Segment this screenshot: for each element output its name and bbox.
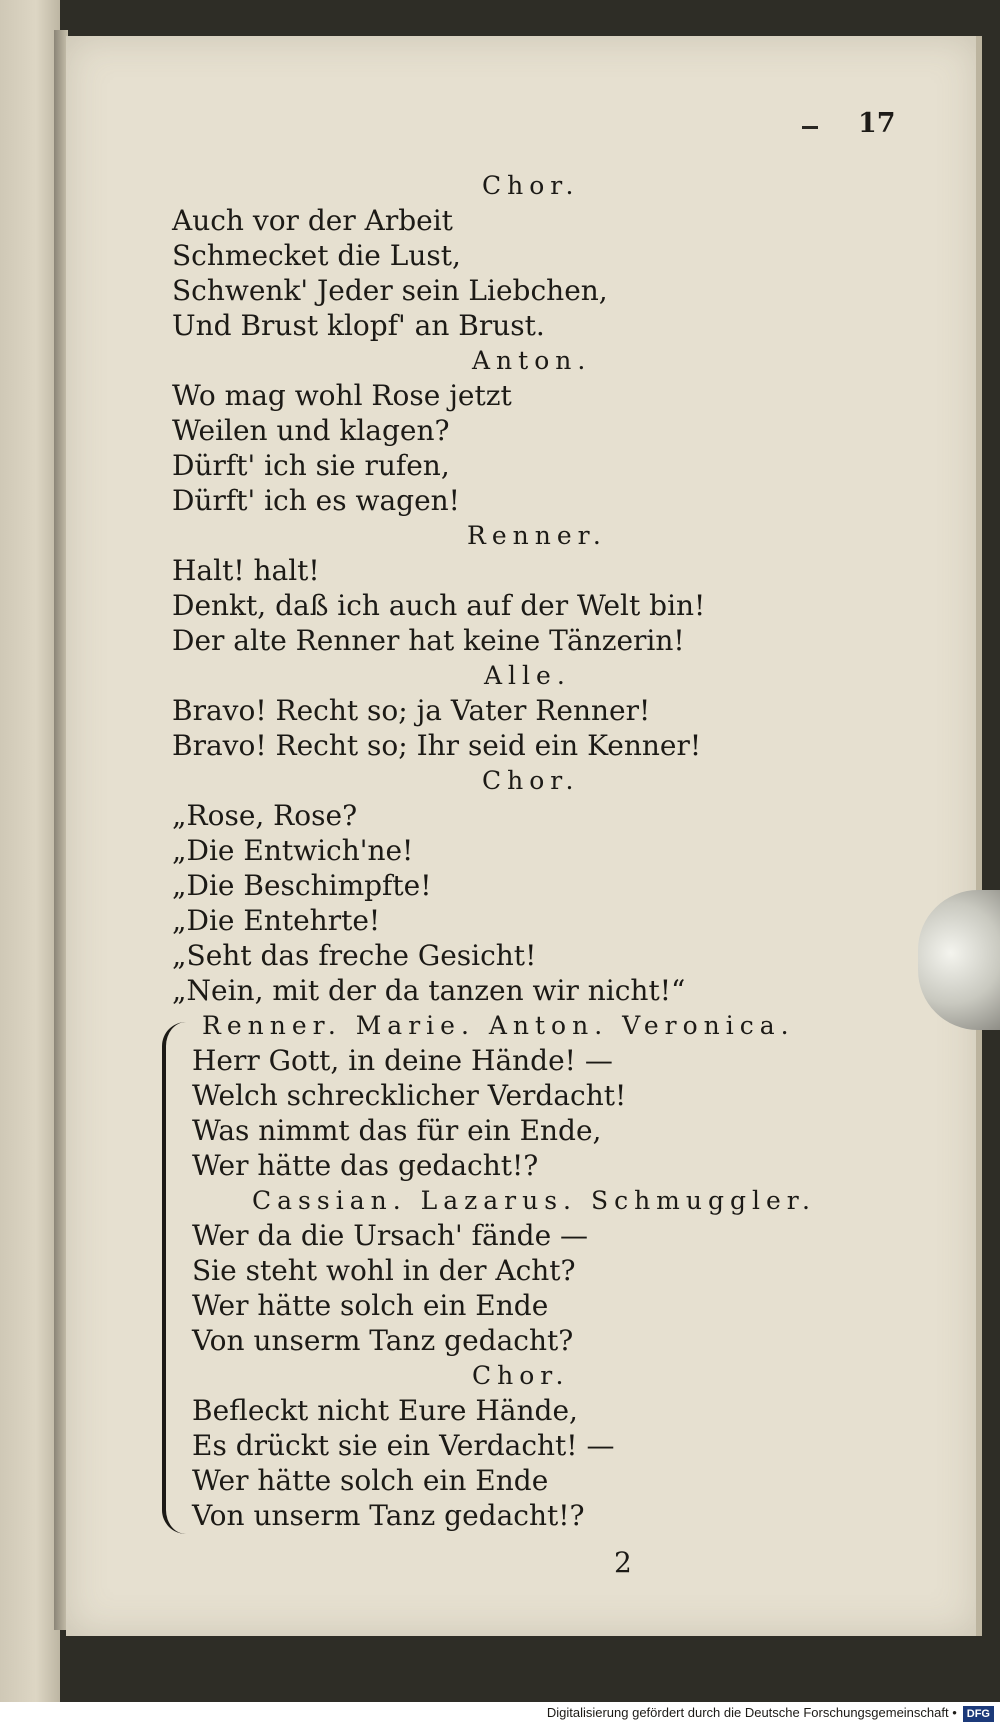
facing-page-edge — [0, 0, 60, 1724]
speaker-name: Chor. — [482, 766, 580, 795]
verse-line: Was nimmt das für ein Ende, — [192, 1114, 602, 1147]
digitization-footer — [0, 1702, 1000, 1724]
verse-line: Es drückt sie ein Verdacht! — — [192, 1429, 615, 1462]
verse-line: Sie steht wohl in der Acht? — [192, 1254, 576, 1287]
verse-line: Und Brust klopf' an Brust. — [172, 309, 545, 342]
verse-line: Schmecket die Lust, — [172, 239, 461, 272]
speaker-name: Alle. — [484, 661, 571, 690]
speaker-name: Renner. Marie. Anton. Veronica. — [202, 1011, 795, 1040]
ensemble-bracket — [162, 1022, 186, 1534]
verse-line: Herr Gott, in deine Hände! — — [192, 1044, 613, 1077]
verse-line: Bravo! Recht so; ja Vater Renner! — [172, 694, 651, 727]
verse-line: Bravo! Recht so; Ihr seid ein Kenner! — [172, 729, 702, 762]
verse-line: „Die Beschimpfte! — [172, 869, 432, 902]
verse-line: Auch vor der Arbeit — [172, 204, 453, 237]
printer-signature: 2 — [614, 1546, 632, 1579]
margin-mark — [802, 126, 818, 129]
speaker-name: Chor. — [472, 1361, 570, 1390]
verse-line: Wer hätte das gedacht!? — [192, 1149, 539, 1182]
verse-line: Denkt, daß ich auch auf der Welt bin! — [172, 589, 706, 622]
verse-text — [172, 168, 872, 1533]
verse-line: Dürft' ich es wagen! — [172, 484, 460, 517]
verse-line: Der alte Renner hat keine Tänzerin! — [172, 624, 685, 657]
verse-line: Wer hätte solch ein Ende — [192, 1464, 549, 1497]
verse-line: Dürft' ich sie rufen, — [172, 449, 450, 482]
verse-line: Von unserm Tanz gedacht!? — [192, 1499, 585, 1532]
verse-line: Wer hätte solch ein Ende — [192, 1289, 549, 1322]
verse-line: Halt! halt! — [172, 554, 320, 587]
dfg-logo: DFG — [963, 1706, 994, 1722]
verse-line: „Nein, mit der da tanzen wir nicht!“ — [172, 974, 686, 1007]
verse-line: Befleckt nicht Eure Hände, — [192, 1394, 578, 1427]
footer-text: Digitalisierung gefördert durch die Deutsche Forschungsgemeinschaft • — [546, 1705, 957, 1720]
verse-line: „Die Entwich'ne! — [172, 834, 414, 867]
verse-line: Wo mag wohl Rose jetzt — [172, 379, 512, 412]
verse-line: „Die Entehrte! — [172, 904, 381, 937]
page-edge — [976, 36, 982, 1636]
verse-line: „Rose, Rose? — [172, 799, 358, 832]
verse-line: Wer da die Ursach' fände — — [192, 1219, 589, 1252]
verse-line: Von unserm Tanz gedacht? — [192, 1324, 574, 1357]
verse-line: Weilen und klagen? — [172, 414, 450, 447]
verse-line: „Seht das freche Gesicht! — [172, 939, 537, 972]
speaker-name: Renner. — [467, 521, 607, 550]
speaker-name: Cassian. Lazarus. Schmuggler. — [252, 1186, 816, 1215]
verse-line: Schwenk' Jeder sein Liebchen, — [172, 274, 608, 307]
verse-line: Welch schrecklicher Verdacht! — [192, 1079, 627, 1112]
speaker-name: Anton. — [472, 346, 592, 375]
page-number: 17 — [858, 108, 896, 139]
speaker-name: Chor. — [482, 171, 580, 200]
